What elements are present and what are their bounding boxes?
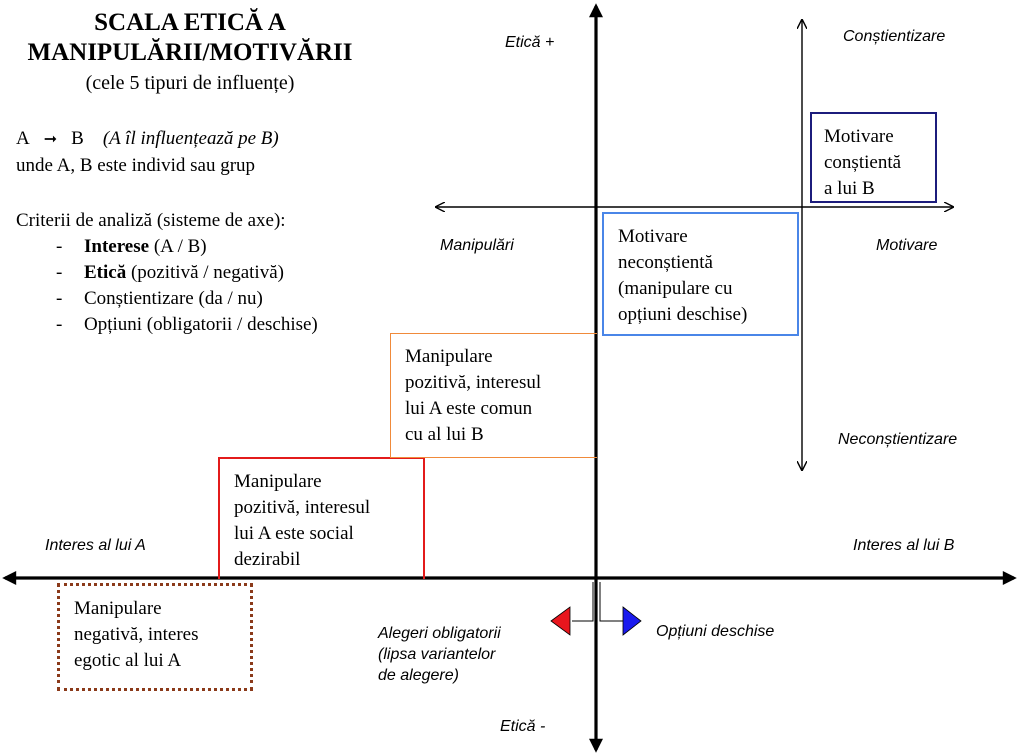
title-line-2: MANIPULĂRII/MOTIVĂRII: [27, 39, 353, 66]
box-line: (manipulare cu: [618, 278, 733, 299]
alegeri-line: Alegeri obligatorii: [378, 625, 501, 642]
box-line: negativă, interes: [74, 624, 199, 645]
criteria-item-rest: Conștientizare (da / nu): [84, 288, 263, 309]
box-line: egotic al lui A: [74, 650, 182, 671]
criteria-item-rest: Opțiuni (obligatorii / deschise): [84, 314, 318, 335]
manipulare-pozitiva-comun-box: [390, 333, 597, 458]
relation-a: A: [16, 128, 30, 149]
alegeri-line: (lipsa variantelor: [378, 646, 496, 663]
box-line: neconștientă: [618, 252, 713, 273]
motivare-label: Motivare: [876, 237, 938, 254]
box-line: Motivare: [824, 126, 894, 147]
criteria-block: [16, 208, 364, 338]
motivare-constienta-box: [810, 112, 937, 203]
alegeri-obligatorii-label: [378, 623, 501, 686]
optiuni-connector-left: [572, 582, 593, 621]
neconstientizare-label: Neconștientizare: [838, 431, 958, 448]
page-title: [10, 8, 370, 68]
title-line-1: SCALA ETICĂ A: [94, 9, 286, 36]
box-line: cu al lui B: [405, 424, 484, 445]
etica-plus-label: Etică +: [505, 34, 555, 51]
criteria-item-bold: Interese: [84, 236, 150, 257]
etica-minus-label: Etică -: [500, 718, 546, 735]
box-line: lui A este comun: [405, 398, 533, 419]
box-line: pozitivă, interesul: [405, 372, 542, 393]
box-line: Manipulare: [405, 346, 493, 367]
page-subtitle: (cele 5 tipuri de influențe): [85, 72, 295, 94]
box-line: Motivare: [618, 226, 688, 247]
criteria-item-rest: (pozitivă / negativă): [126, 262, 284, 283]
interes-a-label: Interes al lui A: [45, 537, 146, 554]
right-arrow-icon: ➞: [43, 131, 58, 148]
relation-line-2: unde A, B este individ sau grup: [16, 155, 256, 176]
motivare-neconstienta-box: [602, 212, 799, 336]
optiuni-connector-right: [600, 582, 623, 621]
manipulari-label: Manipulări: [440, 237, 514, 254]
box-line: opțiuni deschise): [618, 304, 748, 325]
criteria-item: - Opțiuni (obligatorii / deschise): [56, 314, 318, 335]
alegeri-line: de alegere): [378, 667, 459, 684]
box-line: pozitivă, interesul: [234, 497, 371, 518]
alegeri-obligatorii-arrow-icon: [551, 607, 570, 635]
relation-b: B: [71, 128, 84, 149]
box-line: dezirabil: [234, 549, 301, 570]
criteria-heading: Criterii de analiză (sisteme de axe):: [16, 210, 286, 231]
box-line: Manipulare: [234, 471, 322, 492]
criteria-item: - Conștientizare (da / nu): [56, 288, 263, 309]
constientizare-label: Conștientizare: [843, 28, 946, 45]
box-line: a lui B: [824, 178, 875, 199]
manipulare-negativa-box: [57, 583, 253, 691]
criteria-item: - Interese (A / B): [56, 236, 207, 257]
relation-block: [16, 126, 279, 179]
box-line: conștientă: [824, 152, 902, 173]
relation-note: (A îl influențează pe B): [102, 128, 279, 149]
optiuni-deschise-arrow-icon: [623, 607, 641, 635]
manipulare-pozitiva-social-box: [218, 457, 425, 579]
criteria-list: [16, 234, 364, 338]
criteria-item: - Etică (pozitivă / negativă): [56, 262, 284, 283]
box-line: Manipulare: [74, 598, 162, 619]
interes-b-label: Interes al lui B: [853, 537, 955, 554]
criteria-item-bold: Etică: [84, 262, 127, 283]
optiuni-deschise-label: Opțiuni deschise: [656, 623, 775, 640]
criteria-item-rest: (A / B): [149, 236, 207, 257]
box-line: lui A este social: [234, 523, 354, 544]
